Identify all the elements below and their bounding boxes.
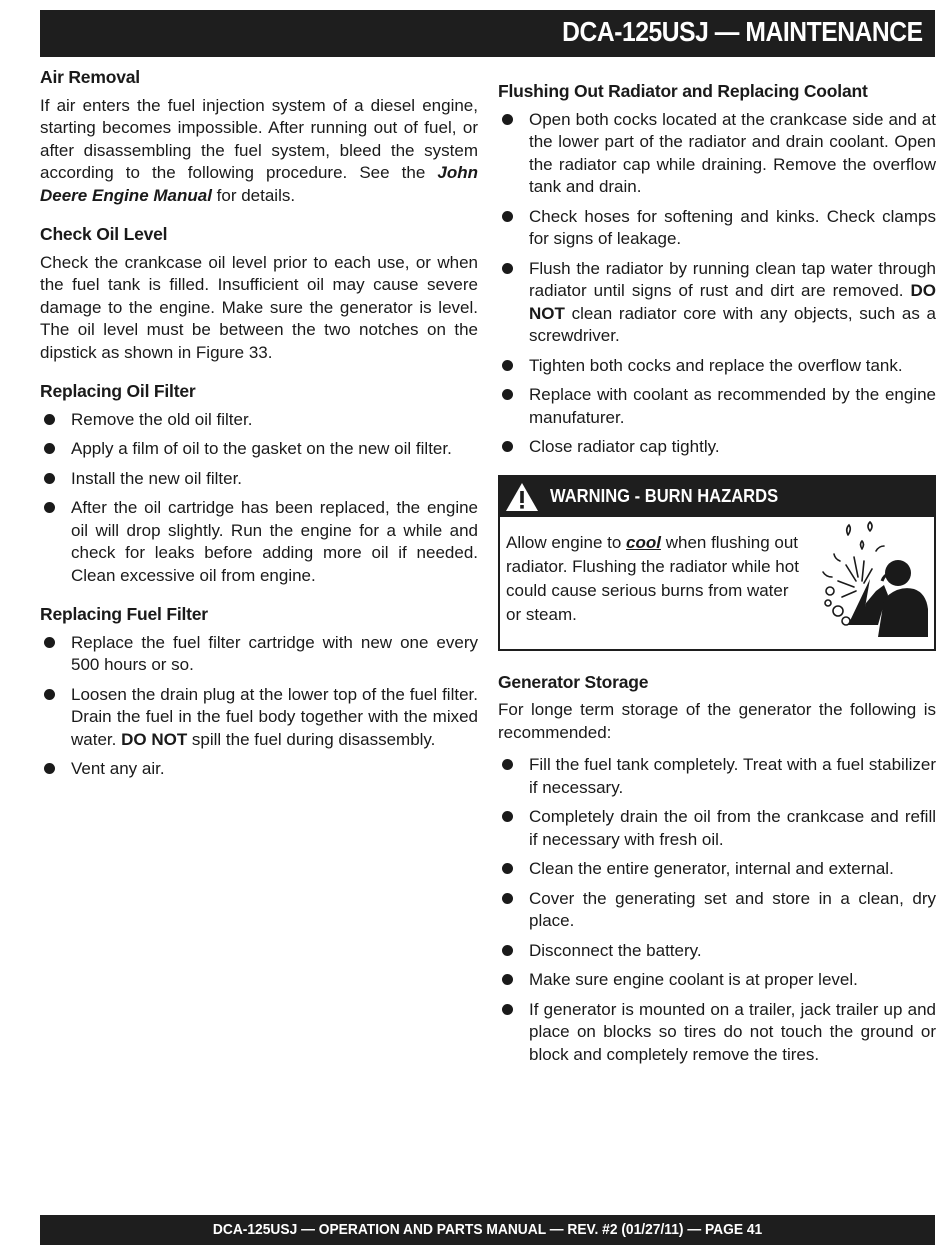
oil-filter-heading: Replacing Oil Filter	[40, 381, 196, 401]
list-item	[498, 436, 936, 459]
check-oil-text: Check the crankcase oil level prior to each use, or when the fuel tank is filled. Insufficient oil may cause severe damage to the engine. Make sure the generator is level. The oil level must be between the two notches on the dipstick as shown in Figure 33.	[40, 252, 478, 362]
list-item-text: Apply a film of oil to the gasket on the new oil filter.	[71, 439, 452, 458]
bullet-icon	[502, 863, 513, 874]
left-column	[40, 66, 478, 791]
list-item	[498, 858, 936, 881]
list-item-text: Loosen the drain plug at the lower top of the fuel filter. Drain the fuel in the fuel body together with the mixed water.	[71, 684, 478, 749]
right-column	[498, 80, 936, 1076]
warning-header	[500, 477, 934, 517]
list-item-text: Replace with coolant as recommended by the engine manufaturer.	[529, 385, 936, 427]
list-item-text: Vent any air.	[71, 759, 165, 778]
page-title: DCA-125USJ — MAINTENANCE	[562, 16, 923, 47]
list-item	[40, 758, 478, 781]
bullet-icon	[502, 893, 513, 904]
bullet-icon	[44, 443, 55, 454]
bullet-icon	[502, 1004, 513, 1015]
storage-intro: For longe term storage of the generator the following is recommended:	[498, 700, 936, 742]
list-item-text: Clean the entire generator, internal and external.	[529, 859, 894, 878]
list-item	[498, 999, 936, 1067]
warning-text	[506, 531, 806, 627]
list-item	[40, 632, 478, 677]
bullet-icon	[502, 211, 513, 222]
list-item	[498, 355, 936, 378]
air-removal-text	[40, 95, 478, 208]
list-item-text: Remove the old oil filter.	[71, 409, 253, 429]
bullet-icon	[502, 114, 513, 125]
bullet-icon	[502, 263, 513, 274]
list-item	[498, 109, 936, 199]
storage-heading: Generator Storage	[498, 671, 649, 692]
list-item	[498, 969, 936, 992]
flushing-heading: Flushing Out Radiator and Replacing Coolant	[498, 81, 868, 101]
list-item-text: Cover the generating set and store in a clean, dry place.	[529, 888, 936, 930]
burn-hazard-icon	[818, 521, 928, 639]
oil-filter-list	[40, 409, 478, 588]
manual-reference: John Deere Engine Manual	[40, 163, 478, 205]
footer-text: DCA-125USJ — OPERATION AND PARTS MANUAL — REV. #2 (01/27/11) — PAGE 41	[212, 1221, 763, 1238]
list-item-text: Make sure engine coolant is at proper level.	[529, 970, 858, 989]
list-item-text: Install the new oil filter.	[71, 468, 243, 488]
list-item-text: Replace the fuel filter cartridge with new one every 500 hours or so.	[71, 632, 478, 674]
list-item	[498, 384, 936, 429]
list-item-text: Flush the radiator by running clean tap water through radiator until signs of rust and dirt are removed.	[529, 258, 936, 300]
list-item	[40, 409, 478, 432]
list-item	[498, 940, 936, 963]
burn-hazard-warning	[498, 475, 936, 651]
warning-title: WARNING - BURN HAZARDS	[550, 485, 779, 506]
flushing-list	[498, 109, 936, 459]
bullet-icon	[502, 389, 513, 400]
warning-text-a: Allow engine to	[506, 532, 627, 552]
list-item	[498, 806, 936, 851]
list-item	[498, 888, 936, 933]
list-item	[40, 438, 478, 461]
list-item-text: Open both cocks located at the crankcase side and at the lower part of the radiator and drain coolant. Open the radiator cap while draining. Remove the overflow tank and drain.	[529, 109, 936, 196]
fuel-filter-list	[40, 632, 478, 781]
storage-list	[498, 754, 936, 1066]
fuel-filter-heading: Replacing Fuel Filter	[40, 604, 208, 624]
list-item-text: Tighten both cocks and replace the overflow tank.	[529, 355, 903, 375]
bullet-icon	[502, 441, 513, 452]
bullet-icon	[44, 473, 55, 484]
bullet-icon	[44, 689, 55, 700]
list-item-text: Close radiator cap tightly.	[529, 437, 720, 456]
bullet-icon	[44, 763, 55, 774]
bullet-icon	[44, 502, 55, 513]
bullet-icon	[502, 945, 513, 956]
list-item	[40, 684, 478, 752]
bullet-icon	[502, 811, 513, 822]
list-item	[498, 258, 936, 348]
list-item	[498, 206, 936, 251]
list-item-text: After the oil cartridge has been replaced, the engine oil will drop slightly. Run the engine for a while and check for leaks before adding more oil if needed. Clean excessive oil from engine.	[71, 498, 478, 585]
emphasis-do-not: DO NOT	[529, 281, 936, 323]
list-item-text: If generator is mounted on a trailer, jack trailer up and place on blocks so tires do not touch the ground or block and completely remove the tires.	[529, 999, 936, 1064]
page-footer	[40, 1215, 935, 1245]
list-item-text: Completely drain the oil from the crankcase and refill if necessary with fresh oil.	[529, 807, 936, 849]
bullet-icon	[44, 637, 55, 648]
bullet-icon	[44, 414, 55, 425]
list-item-text: spill the fuel during disassembly.	[187, 729, 436, 749]
air-removal-text-a: If air enters the fuel injection system of a diesel engine, starting becomes impossible. After running out of fuel, or after disassembling the fuel system, bleed the system according to the following procedure. See the	[40, 95, 478, 182]
list-item-text: Fill the fuel tank completely. Treat with a fuel stabilizer if necessary.	[529, 755, 936, 797]
list-item-text: clean radiator core with any objects, such as a screwdriver.	[529, 303, 936, 345]
list-item	[498, 754, 936, 799]
bullet-icon	[502, 974, 513, 985]
air-removal-text-b: for details.	[211, 185, 296, 205]
list-item-text: Disconnect the battery.	[529, 940, 702, 960]
warning-emphasis: cool	[626, 532, 661, 552]
bullet-icon	[502, 360, 513, 371]
warning-triangle-icon	[504, 481, 540, 513]
list-item	[40, 497, 478, 587]
list-item	[40, 468, 478, 491]
bullet-icon	[502, 759, 513, 770]
page-header	[40, 10, 935, 57]
check-oil-heading: Check Oil Level	[40, 224, 168, 244]
warning-text-b: when flushing out radiator. Flushing the radiator while hot could cause serious burns from water or steam.	[506, 532, 799, 624]
air-removal-heading: Air Removal	[40, 67, 140, 87]
list-item-text: Check hoses for softening and kinks. Check clamps for signs of leakage.	[529, 206, 936, 248]
emphasis-do-not: DO NOT	[121, 729, 188, 749]
